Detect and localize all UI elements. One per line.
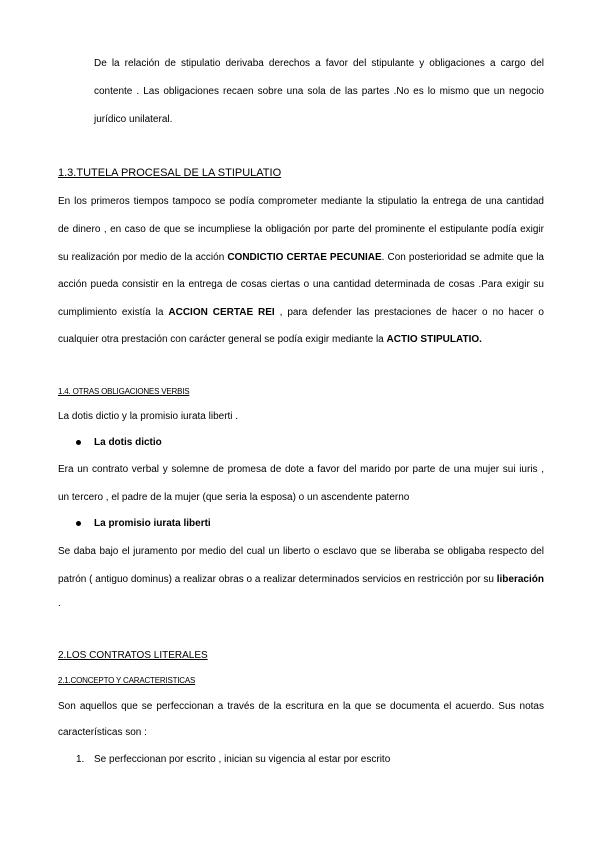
list-item-text: Se perfeccionan por escrito , inician su vigencia al estar por escrito bbox=[94, 754, 391, 765]
section-heading-contratos: 2.LOS CONTRATOS LITERALES bbox=[58, 650, 208, 661]
subsection-heading-otras: 1.4. OTRAS OBLIGACIONES VERBIS bbox=[58, 387, 190, 396]
paragraph-line: de dinero , en caso de que se incumpliese la obligación por parte del prominente el estipulante podía exigir bbox=[58, 224, 544, 235]
bullet-icon bbox=[76, 521, 81, 526]
legal-term-bold: CONDICTIO CERTAE PECUNIAE bbox=[227, 252, 382, 263]
legal-term-bold: ACTIO STIPULATIO. bbox=[386, 334, 482, 345]
text-run: , para defender las prestaciones de hacer o no hacer o bbox=[274, 307, 544, 318]
paragraph-line bbox=[58, 307, 544, 319]
bullet-item-promisio: La promisio iurata liberti bbox=[94, 518, 211, 529]
paragraph-line: jurídico unilateral. bbox=[94, 114, 173, 125]
paragraph-line: En los primeros tiempos tampoco se podía comprometer mediante la stipulatio la entrega de una cantidad bbox=[58, 196, 544, 207]
bullet-item-dotis-dictio: La dotis dictio bbox=[94, 437, 162, 448]
paragraph-line: Son aquellos que se perfeccionan a través de la escritura en la que se documenta el acuerdo. Sus notas bbox=[58, 701, 544, 712]
bullet-icon bbox=[76, 440, 81, 445]
legal-term-bold: ACCION CERTAE REI bbox=[168, 307, 275, 318]
paragraph-line: características son : bbox=[58, 727, 147, 738]
bold-word: liberación bbox=[496, 574, 544, 585]
paragraph-line: un tercero , el padre de la mujer (que seria la esposa) o un ascendente paterno bbox=[58, 492, 410, 503]
paragraph-line: De la relación de stipulatio derivaba derechos a favor del stipulante y obligaciones a cargo del bbox=[94, 58, 544, 69]
paragraph-line bbox=[58, 252, 544, 264]
paragraph-line bbox=[58, 574, 544, 586]
text-run: patrón ( antiguo dominus) a realizar obras o a realizar determinados servicios en restricción por su bbox=[58, 574, 497, 585]
text-run: cualquier otra prestación con carácter general se podía exigir mediante la bbox=[58, 334, 387, 345]
paragraph-line: acción pueda consistir en la entrega de cosas ciertas o una cantidad determinada de cosas .Para exigir su bbox=[58, 279, 544, 290]
paragraph-line: Era un contrato verbal y solemne de promesa de dote a favor del marido por parte de una mujer sui iuris , bbox=[58, 464, 544, 475]
paragraph-line: . bbox=[58, 598, 61, 609]
paragraph-line bbox=[58, 334, 482, 346]
subsection-heading-concepto: 2.1.CONCEPTO Y CARACTERISTICAS bbox=[58, 676, 196, 685]
text-run: su realización por medio de la acción bbox=[58, 252, 228, 263]
paragraph-line: La dotis dictio y la promisio iurata liberti . bbox=[58, 411, 239, 422]
section-heading-tutela: 1.3.TUTELA PROCESAL DE LA STIPULATIO bbox=[58, 167, 282, 179]
paragraph-line: contente . Las obligaciones recaen sobre una sola de las partes .No es lo mismo que un negocio bbox=[94, 86, 544, 97]
paragraph-line: Se daba bajo el juramento por medio del cual un liberto o esclavo que se liberaba se obligaba respecto del bbox=[58, 546, 544, 557]
text-run: . Con posterioridad se admite que la bbox=[381, 252, 544, 263]
list-item-number: 1. bbox=[76, 754, 85, 765]
text-run: cumplimiento existía la bbox=[58, 307, 169, 318]
